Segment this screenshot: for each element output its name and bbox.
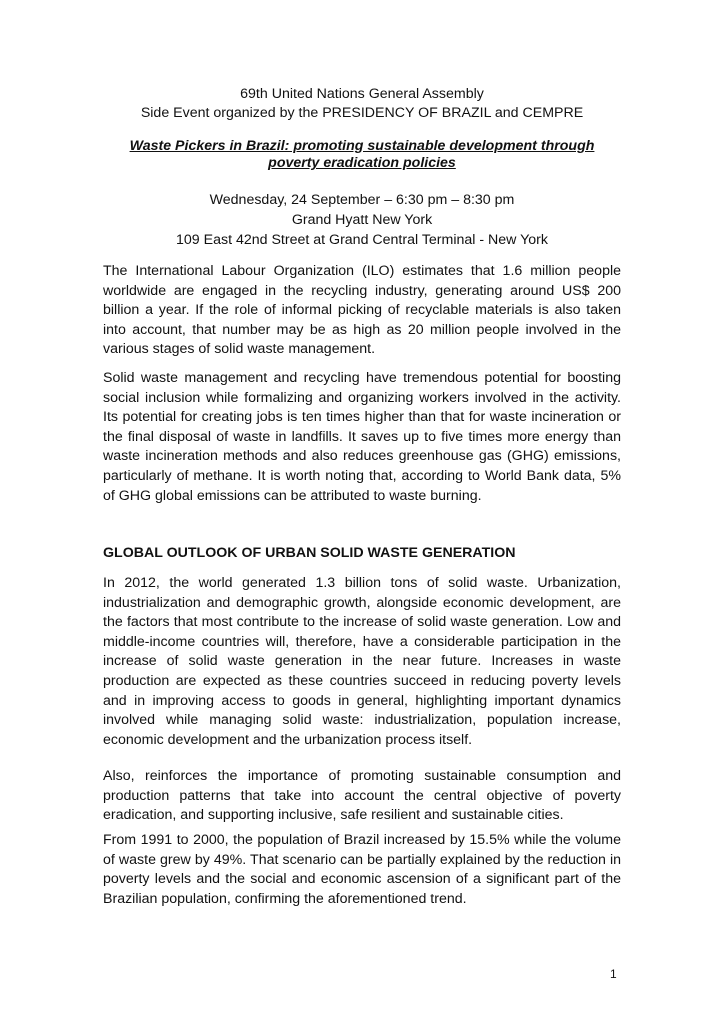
event-address: 109 East 42nd Street at Grand Central Terminal - New York bbox=[176, 232, 548, 248]
title-line-2: poverty eradication policies bbox=[268, 155, 456, 171]
document-title bbox=[0, 138, 724, 172]
event-header bbox=[0, 85, 724, 123]
organizer-line: Side Event organized by the PRESIDENCY OF BRAZIL and CEMPRE bbox=[140, 105, 584, 121]
paragraph-brazil-population: From 1991 to 2000, the population of Brazil increased by 15.5% while the volume of waste grew by 49%. That scenario can be partially explained by the reduction in poverty levels and the social and economic ascension of a significant part of the Brazilian population, confirming the aforementioned trend. bbox=[103, 832, 621, 907]
paragraph-recycling-potential: Solid waste management and recycling have tremendous potential for boosting social inclusion while formalizing and organizing workers involved in the activity. Its potential for creating jobs is ten times higher than that for waste incineration or the final disposal of waste in landfills. It saves up to five times more energy than waste incineration methods and also reduces greenhouse gas (GHG) emissions, particularly of methane. It is worth noting that, according to World Bank data, 5% of GHG global emissions can be attributed to waste burning. bbox=[103, 370, 621, 504]
event-date-time: Wednesday, 24 September – 6:30 pm – 8:30 pm bbox=[209, 192, 515, 208]
assembly-line: 69th United Nations General Assembly bbox=[240, 86, 484, 102]
paragraph-ilo-estimate: The International Labour Organization (ILO) estimates that 1.6 million people worldwide are engaged in the recycling industry, generating around US$ 200 billion a year. If the role of informal picking of recyclable materials is also taken into account, that number may be as high as 20 million people involved in the various stages of solid waste management. bbox=[103, 263, 621, 358]
page-number: 1 bbox=[610, 967, 617, 981]
event-details bbox=[0, 190, 724, 250]
event-venue: Grand Hyatt New York bbox=[291, 212, 433, 228]
title-line-1: Waste Pickers in Brazil: promoting sustainable development through bbox=[129, 138, 595, 154]
paragraph-sustainable-consumption: Also, reinforces the importance of promoting sustainable consumption and production patterns that take into account the central objective of poverty eradication, and supporting inclusive, safe resilient and sustainable cities. bbox=[103, 768, 621, 824]
section-heading: GLOBAL OUTLOOK OF URBAN SOLID WASTE GENERATION bbox=[103, 545, 516, 561]
paragraph-world-waste-2012: In 2012, the world generated 1.3 billion tons of solid waste. Urbanization, industrialization and demographic growth, alongside economic development, are the factors that most contribute to the increase of solid waste generation. Low and middle-income countries will, therefore, have a considerable participation in the increase of solid waste generation in the near future. Increases in waste production are expected as these countries succeed in reducing poverty levels and in improving access to goods in general, highlighting important dynamics involved while managing solid waste: industrialization, population increase, economic development and the urbanization process itself. bbox=[103, 575, 621, 748]
